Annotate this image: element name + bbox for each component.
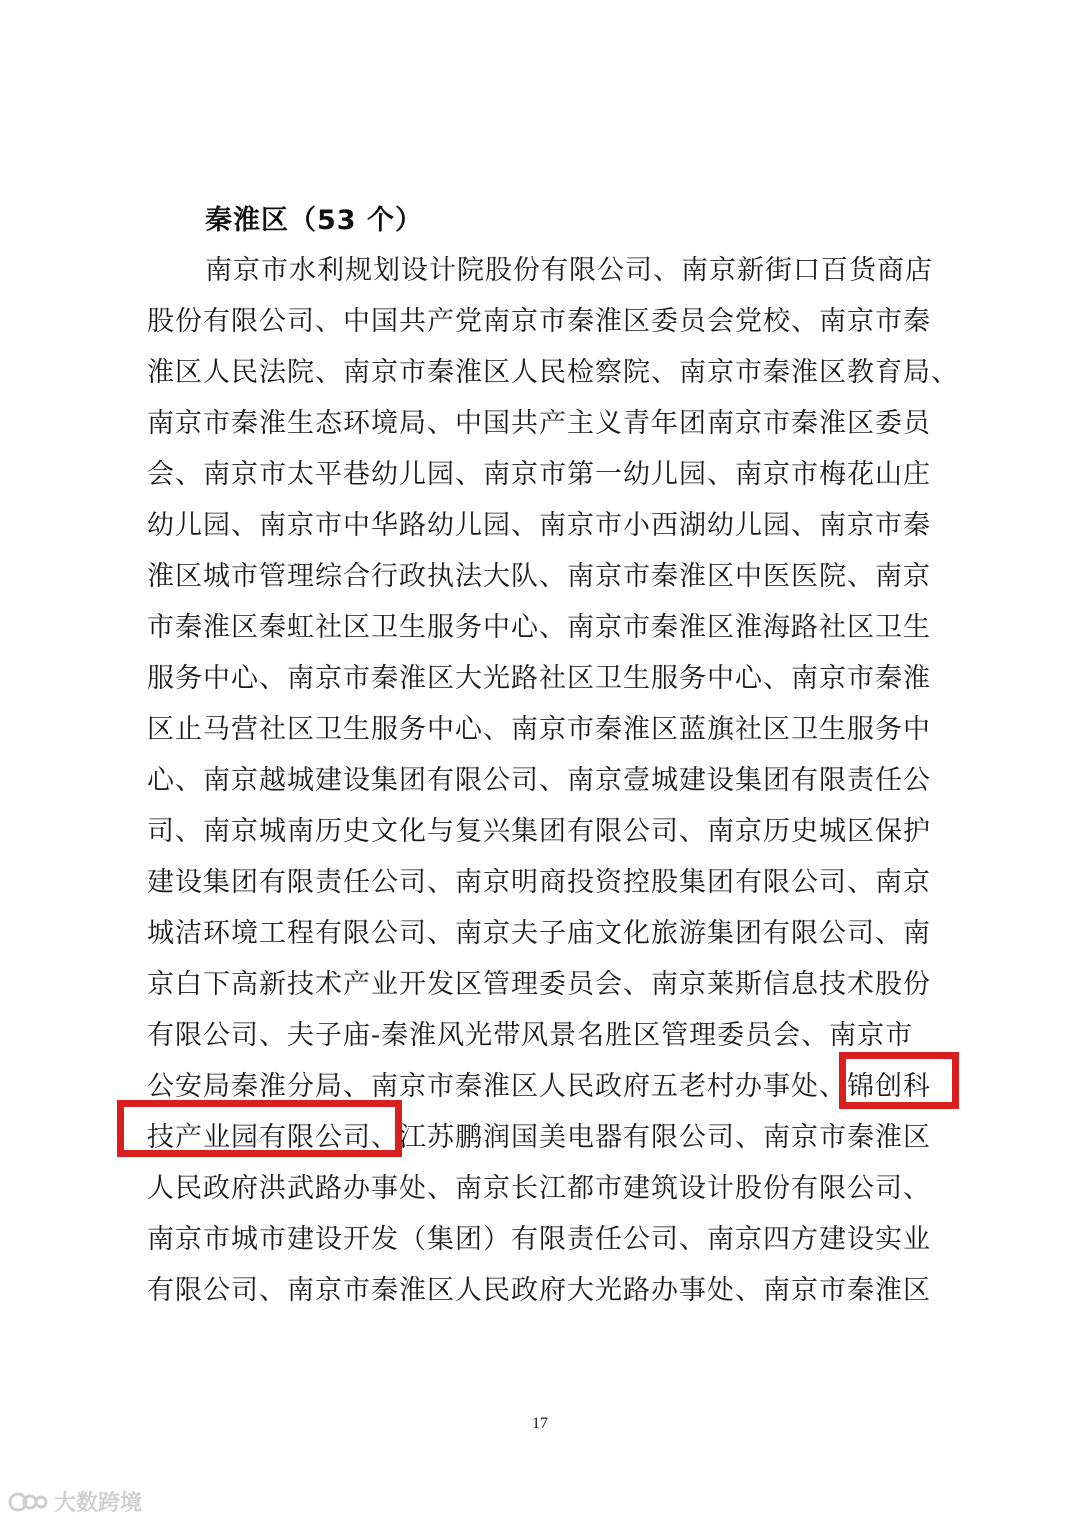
- text-line: 市秦淮区秦虹社区卫生服务中心、南京市秦淮区淮海路社区卫生: [147, 612, 931, 643]
- text-line: 服务中心、南京市秦淮区大光路社区卫生服务中心、南京市秦淮: [147, 663, 931, 694]
- text-line: 南京市水利规划设计院股份有限公司、南京新街口百货商店: [205, 255, 933, 286]
- text-line: 技产业园有限公司、江苏鹏润国美电器有限公司、南京市秦淮区: [147, 1122, 931, 1153]
- text-line: 区止马营社区卫生服务中心、南京市秦淮区蓝旗社区卫生服务中: [147, 714, 931, 745]
- text-line: 有限公司、南京市秦淮区人民政府大光路办事处、南京市秦淮区: [147, 1275, 931, 1306]
- text-line: 淮区人民法院、南京市秦淮区人民检察院、南京市秦淮区教育局、: [147, 357, 959, 388]
- text-line: 幼儿园、南京市中华路幼儿园、南京市小西湖幼儿园、南京市秦: [147, 510, 931, 541]
- text-line: 人民政府洪武路办事处、南京长江都市建筑设计股份有限公司、: [147, 1173, 931, 1204]
- watermark-text: 大数跨境: [54, 1491, 143, 1516]
- text-line: 建设集团有限责任公司、南京明商投资控股集团有限公司、南京: [147, 867, 931, 898]
- page-number: 17: [532, 1415, 548, 1432]
- text-line: 有限公司、夫子庙-秦淮风光带风景名胜区管理委员会、南京市: [147, 1020, 914, 1051]
- text-line: 公安局秦淮分局、南京市秦淮区人民政府五老村办事处、锦创科: [147, 1071, 931, 1102]
- text-line: 会、南京市太平巷幼儿园、南京市第一幼儿园、南京市梅花山庄: [147, 459, 931, 490]
- watermark: [8, 1486, 142, 1517]
- section-title: 秦淮区（53 个）: [205, 205, 423, 236]
- text-line: 城洁环境工程有限公司、南京夫子庙文化旅游集团有限公司、南: [147, 918, 931, 949]
- highlight-box: [839, 1052, 959, 1109]
- text-line: 南京市秦淮生态环境局、中国共产主义青年团南京市秦淮区委员: [147, 408, 931, 439]
- watermark-logo-icon: [8, 1489, 48, 1515]
- text-line: 南京市城市建设开发（集团）有限责任公司、南京四方建设实业: [147, 1224, 931, 1255]
- text-line: 淮区城市管理综合行政执法大队、南京市秦淮区中医医院、南京: [147, 561, 931, 592]
- text-line: 心、南京越城建设集团有限公司、南京壹城建设集团有限责任公: [147, 765, 931, 796]
- text-line: 司、南京城南历史文化与复兴集团有限公司、南京历史城区保护: [147, 816, 931, 847]
- text-line: 京白下高新技术产业开发区管理委员会、南京莱斯信息技术股份: [147, 969, 931, 1000]
- text-line: 股份有限公司、中国共产党南京市秦淮区委员会党校、南京市秦: [147, 306, 931, 337]
- highlight-box: [117, 1100, 402, 1157]
